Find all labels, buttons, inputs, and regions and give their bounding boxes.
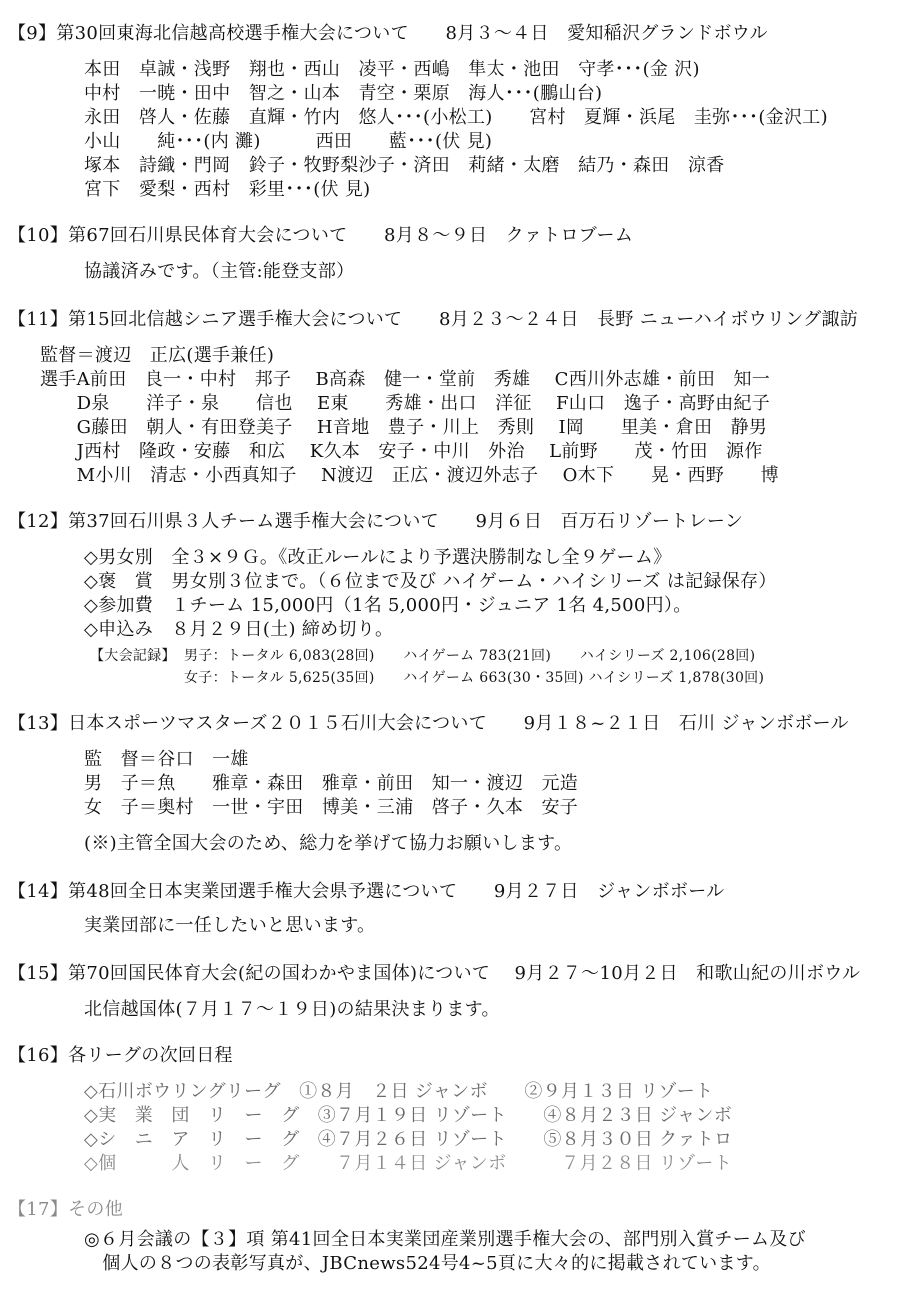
section-10-title: 【10】第67回石川県民体育大会について 8月８～９日 クァトロブーム <box>8 225 634 246</box>
section-13-line-1: 監 督＝谷口 一雄 <box>84 749 249 770</box>
section-12-records-label: 【大会記録】 <box>90 648 176 664</box>
section-12-title: 【12】第37回石川県３人チーム選手権大会について 9月６日 百万石リゾートレーン <box>8 511 744 532</box>
section-16-line-2: ◇実 業 団 リ ー グ ③７月１９日 リゾート ④８月２３日 ジャンボ <box>84 1105 733 1126</box>
section-13-line-3: 女 子＝奥村 一世・宇田 博美・三浦 啓子・久本 安子 <box>84 797 579 818</box>
section-16-line-3: ◇シ ニ ア リ ー グ ④７月２６日 リゾート ⑤８月３０日 クァトロ <box>84 1129 733 1150</box>
section-9-line-4: 小山 純･･･(内 灘) 西田 藍･･･(伏 見) <box>84 131 493 152</box>
section-10-line-1: 協議済みです。（主管:能登支部） <box>84 261 355 282</box>
section-14-line-1: 実業団部に一任したいと思います。 <box>84 915 376 936</box>
section-12-line-1: ◇男女別 全３×９Ｇ。《改正ルールにより予選決勝制なし全９ゲーム》 <box>84 547 672 568</box>
section-11-line-4: G藤田 朝人・有田登美子 H音地 豊子・川上 秀則 I岡 里美・倉田 静男 <box>40 417 768 438</box>
section-13-line-2: 男 子＝魚 雅章・森田 雅章・前田 知一・渡辺 元造 <box>84 773 579 794</box>
section-9-title: 【9】第30回東海北信越高校選手権大会について 8月３～４日 愛知稲沢グランドボウル <box>8 23 768 44</box>
section-13-title: 【13】日本スポーツマスターズ２０１５石川大会について 9月１８~２１日 石川 ジャンボボール <box>8 713 849 734</box>
section-14-title: 【14】第48回全日本実業団選手権大会県予選について 9月２７日 ジャンボボール <box>8 881 725 902</box>
section-9-line-6: 宮下 愛梨・西村 彩里･･･(伏 見) <box>84 179 371 200</box>
section-13-line-4: (※)主管全国大会のため、総力を挙げて協力お願いします。 <box>84 833 573 854</box>
section-12-line-2: ◇褒 賞 男女別３位まで。（６位まで及び ハイゲーム・ハイシリーズ は記録保存） <box>84 571 777 592</box>
section-16-line-4: ◇個 人 リ ー グ ７月１４日 ジャンボ ７月２８日 リゾート <box>84 1153 733 1174</box>
section-17-title: 【17】その他 <box>8 1199 124 1220</box>
section-12-line-4: ◇申込み ８月２９日(土) 締め切り。 <box>84 619 394 640</box>
section-16-line-1: ◇石川ボウリングリーグ ①８月 ２日 ジャンボ ②９月１３日 リゾート <box>84 1081 714 1102</box>
section-11-line-2: 選手A前田 良一・中村 邦子 B高森 健一・堂前 秀雄 C西川外志雄・前田 知一 <box>40 369 771 390</box>
section-12-record-women: 女子：トータル 5,625(35回) ハイゲーム 663(30・35回) ハイシリーズ 1,878(30回) <box>184 670 765 686</box>
section-9-line-2: 中村 一暁・田中 智之・山本 青空・栗原 海人･･･(鵬山台) <box>84 83 603 104</box>
section-12-line-3: ◇参加費 １チーム 15,000円（1名 5,000円・ジュニア 1名 4,500円）。 <box>84 595 692 616</box>
section-9-line-1: 本田 卓誠・浅野 翔也・西山 凌平・西嶋 隼太・池田 守孝･･･(金 沢) <box>84 59 700 80</box>
section-11-line-6: M小川 清志・小西真知子 N渡辺 正広・渡辺外志子 O木下 晃・西野 博 <box>40 465 779 486</box>
section-9-line-3: 永田 啓人・佐藤 直輝・竹内 悠人･･･(小松工) 宮村 夏輝・浜尾 圭弥･･･(金沢工) <box>84 107 828 128</box>
section-17-line-1: ◎６月会議の【３】項 第41回全日本実業団産業別選手権大会の、部門別入賞チーム及び <box>84 1229 806 1250</box>
section-11-line-1: 監督＝渡辺 正広(選手兼任) <box>40 345 275 366</box>
section-16-title: 【16】各リーグの次回日程 <box>8 1045 233 1066</box>
section-15-line-1: 北信越国体(７月１７～１９日)の結果決まります。 <box>84 999 500 1020</box>
section-9-line-5: 塚本 詩織・門岡 鈴子・牧野梨沙子・済田 莉緒・太磨 結乃・森田 涼香 <box>84 155 725 176</box>
section-11-line-3: D泉 洋子・泉 信也 E東 秀雄・出口 洋征 F山口 逸子・高野由紀子 <box>40 393 771 414</box>
section-12-record-men: 男子：トータル 6,083(28回) ハイゲーム 783(21回) ハイシリーズ 2,106(28回) <box>184 648 756 664</box>
section-11-line-5: J西村 隆政・安藤 和広 K久本 安子・中川 外治 L前野 茂・竹田 源作 <box>40 441 763 462</box>
section-17-line-2: 個人の８つの表彰写真が、JBCnews524号4~5頁に大々的に掲載されています。 <box>84 1253 771 1274</box>
section-11-title: 【11】第15回北信越シニア選手権大会について 8月２３～２４日 長野 ニューハイボウリング諏訪 <box>8 309 859 330</box>
section-15-title: 【15】第70回国民体育大会(紀の国わかやま国体)について 9月２７～10月２日 和歌山紀の川ボウル <box>8 963 861 984</box>
